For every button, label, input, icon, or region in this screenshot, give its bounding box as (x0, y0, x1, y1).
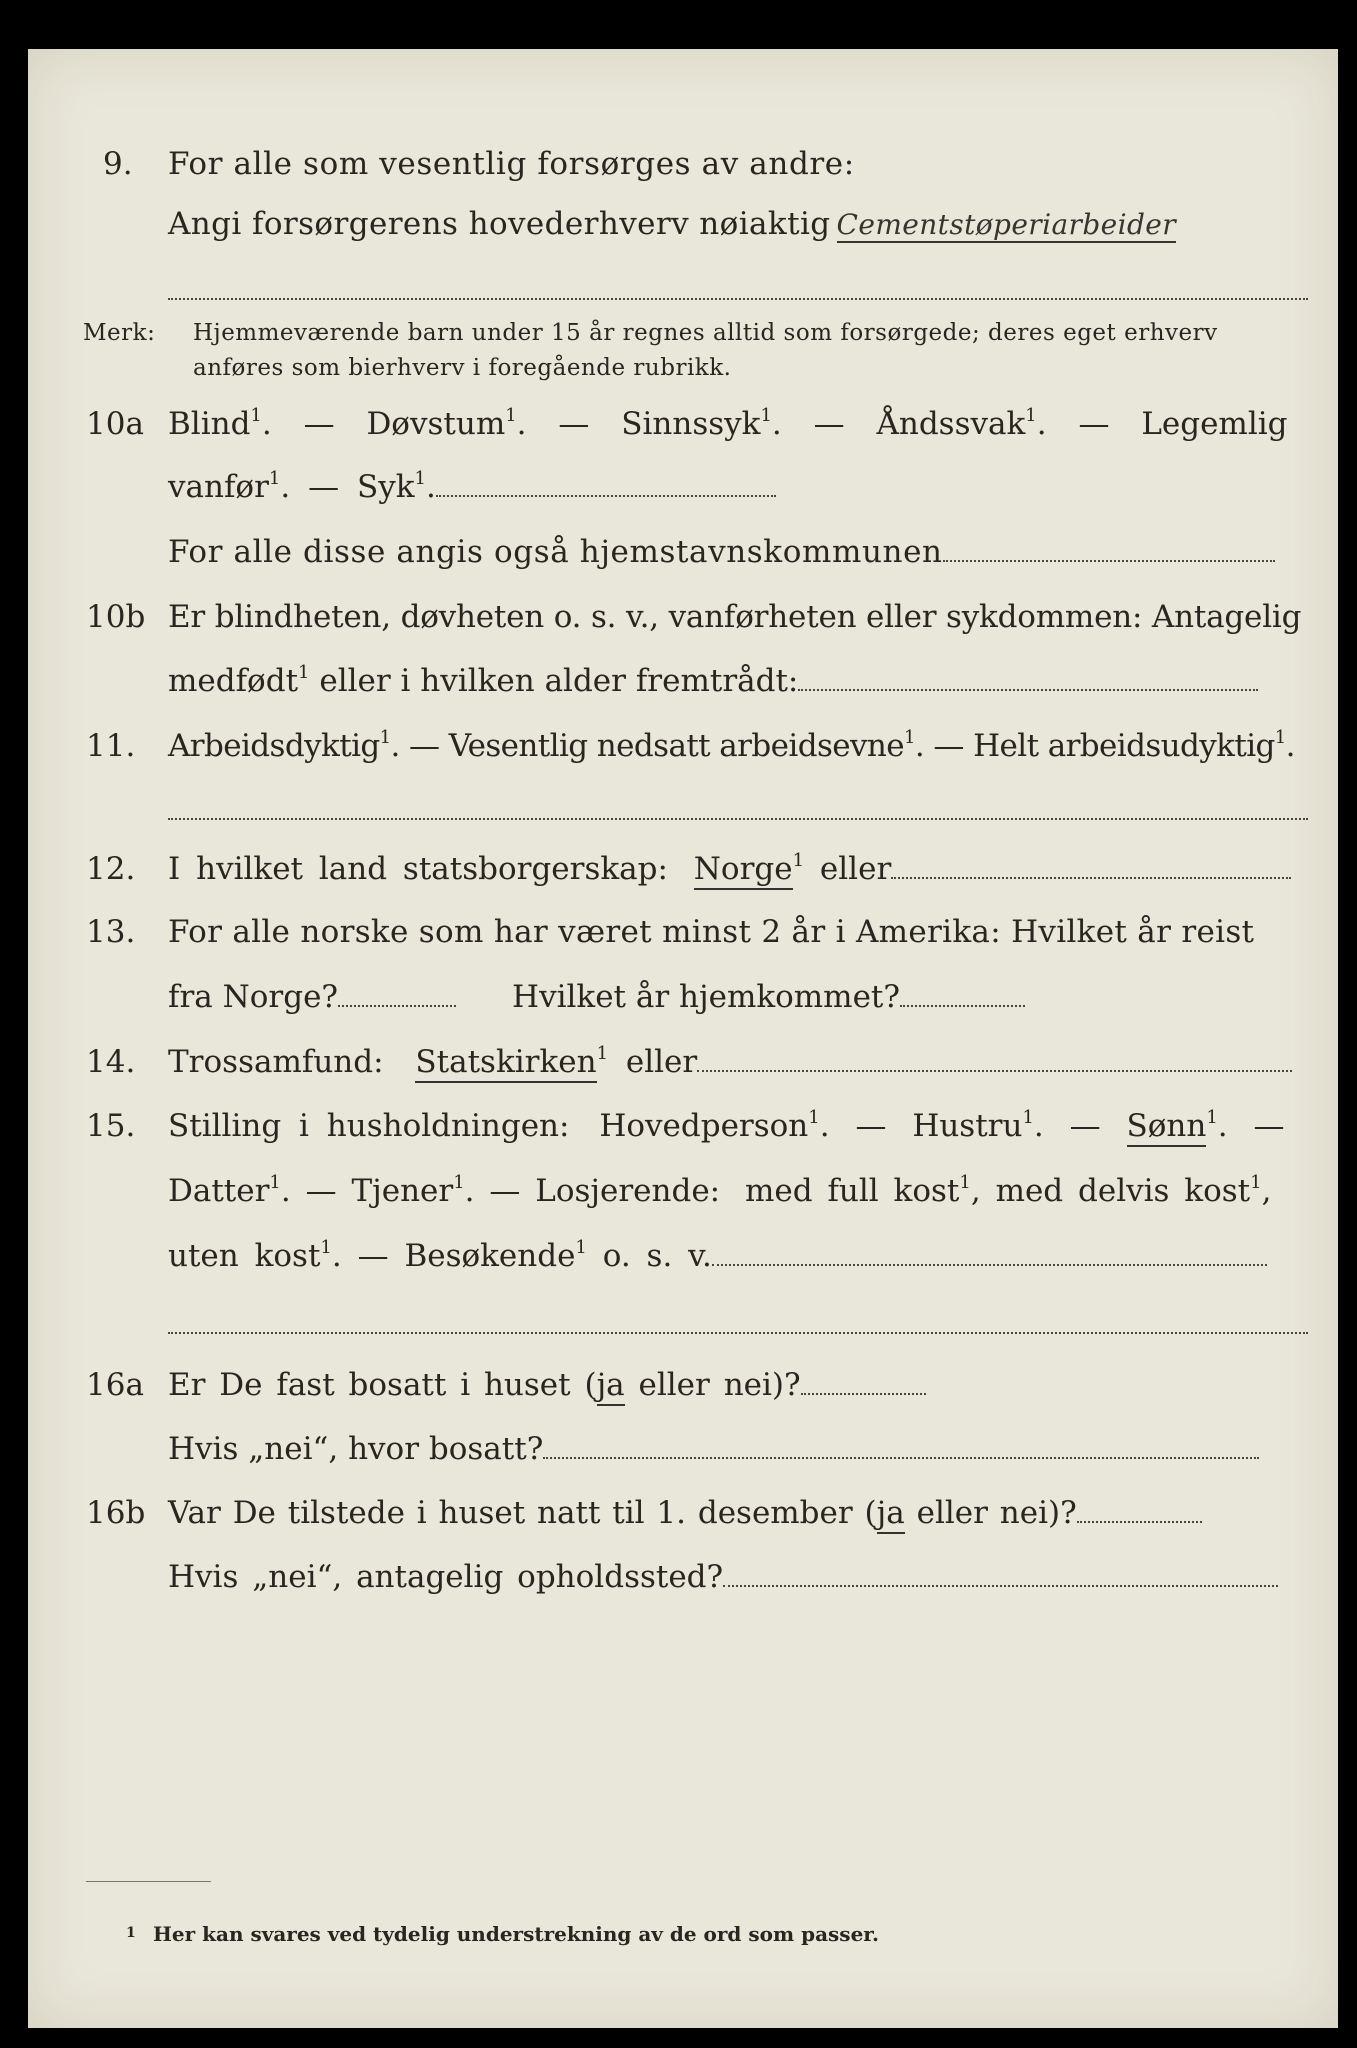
q9-handwritten-answer: Cementstøperiarbeider (836, 208, 1177, 241)
sup: 1 (792, 850, 805, 871)
dash: — (489, 1173, 521, 1209)
q13-hjemkommet: Hvilket år hjemkommet? (512, 979, 901, 1015)
sup: 1 (760, 405, 772, 426)
q15-delviskost: med delvis kost (995, 1173, 1251, 1209)
period: . (390, 728, 400, 764)
sup: 1 (1206, 1107, 1218, 1128)
q10b-medfodt: medfødt (168, 663, 299, 699)
q15-losjerende: Losjerende: (535, 1173, 721, 1209)
sup: 1 (269, 1172, 281, 1193)
q10a-legemlig: Legemlig (1141, 406, 1288, 442)
q16b-number: 16b (86, 1495, 146, 1531)
q16b-ja: ja (877, 1495, 905, 1534)
q15-line2 (168, 1171, 1271, 1211)
q13-line2 (168, 977, 1025, 1017)
sup: 1 (575, 1237, 587, 1258)
q9-answer-line (168, 298, 1308, 300)
q11-number: 11. (86, 728, 136, 764)
q12-number: 12. (86, 851, 136, 887)
q14-field (697, 1070, 1292, 1072)
q10a-line2 (168, 467, 776, 507)
q15-besokende: Besøkende (404, 1238, 576, 1274)
sup: 1 (596, 1043, 609, 1064)
q14-text: Trossamfund: (168, 1044, 384, 1080)
q12-norge: Norge (694, 851, 793, 890)
q13-hjemkommet-field (900, 1005, 1025, 1007)
footnote-rule (86, 1881, 211, 1882)
period: . (819, 1108, 830, 1144)
q12-eller: eller (819, 851, 892, 887)
q15-number: 15. (86, 1108, 136, 1144)
q16a-ja: ja (597, 1367, 625, 1406)
q16a-text-b: eller nei)? (624, 1367, 801, 1403)
q10a-line1 (168, 404, 1288, 444)
q15-tjener: Tjener (351, 1173, 454, 1209)
q13-number: 13. (86, 914, 136, 950)
q10a-line3 (168, 532, 1275, 572)
q11-udyktig: Helt arbeidsudyktig (973, 728, 1275, 764)
sup: 1 (1022, 1107, 1034, 1128)
dash: — (855, 1108, 887, 1144)
q16b-field (1077, 1521, 1202, 1523)
q10b-line2 (168, 661, 1258, 701)
q10b-field (798, 689, 1258, 691)
sup: 1 (1274, 727, 1286, 748)
merk-line2: anføres som bierhverv i foregående rubrikk. (193, 355, 732, 381)
dash: — (1069, 1108, 1101, 1144)
dash: — (357, 1238, 389, 1274)
q16a-number: 16a (86, 1367, 144, 1403)
q10a-syk-field (436, 495, 776, 497)
q11-nedsatt: Vesentlig nedsatt arbeidsevne (448, 728, 905, 764)
q10a-vanfor: vanfør (168, 469, 269, 505)
q15-hustru: Hustru (912, 1108, 1023, 1144)
q11-answer-line (168, 818, 1308, 820)
q14-statskirken: Statskirken (415, 1044, 596, 1083)
period: . (280, 469, 291, 505)
q15-answer-line (168, 1332, 1308, 1334)
period: . (1217, 1108, 1228, 1144)
q10b-line1: Er blindheten, døvheten o. s. v., vanførheten eller sykdommen: Antagelig (168, 599, 1302, 635)
q14-eller: eller (625, 1044, 698, 1080)
comma: , (970, 1173, 981, 1209)
dash: — (558, 406, 590, 442)
sup: 1 (414, 468, 426, 489)
q10a-hjemstavn-field (943, 560, 1275, 562)
q13-line1: For alle norske som har været minst 2 år i Amerika: Hvilket år reist (168, 914, 1255, 950)
period: . (771, 406, 782, 442)
q10b-number: 10b (86, 599, 146, 635)
q16b-line2 (168, 1557, 1278, 1597)
q15-datter: Datter (168, 1173, 270, 1209)
q15-stilling: Stilling i husholdningen: (168, 1108, 570, 1144)
q10b-rest: eller i hvilken alder fremtrådt: (319, 663, 799, 699)
period: . (280, 1173, 291, 1209)
q16b-line1 (168, 1493, 1202, 1533)
q15-utenkost: uten kost (168, 1238, 321, 1274)
q16a-line2 (168, 1429, 1259, 1469)
q15-field (712, 1264, 1267, 1266)
merk-line1: Hjemmeværende barn under 15 år regnes alltid som forsørgede; deres eget erhverv (193, 320, 1218, 346)
q16a-hvor-field (543, 1457, 1259, 1459)
footnote-mark: 1 (126, 1925, 136, 1941)
q15-osv: o. s. v. (602, 1238, 712, 1274)
q9-line2 (168, 204, 1176, 245)
dash: — (303, 406, 335, 442)
q10a-sinnssyk: Sinnssyk (621, 406, 761, 442)
period: . (516, 406, 527, 442)
dash: — (305, 1173, 337, 1209)
q15-line3 (168, 1236, 1267, 1276)
q13-reist: fra Norge? (168, 979, 339, 1015)
sup: 1 (505, 405, 517, 426)
q16b-text-b: eller nei)? (904, 1495, 1077, 1531)
q11-line1 (168, 726, 1295, 766)
q12-field (891, 877, 1291, 879)
sup: 1 (453, 1172, 465, 1193)
sup: 1 (904, 727, 915, 748)
dash: — (308, 469, 340, 505)
sup: 1 (808, 1107, 820, 1128)
q16b-text-a: Var De tilstede i huset natt til 1. desember ( (168, 1495, 877, 1531)
dash: — (1253, 1108, 1285, 1144)
q16a-field (801, 1393, 926, 1395)
period: . (1036, 406, 1047, 442)
period: . (261, 406, 272, 442)
q9-line1: For alle som vesentlig forsørges av andre: (168, 146, 855, 182)
comma: , (1261, 1173, 1272, 1209)
q15-sonn: Sønn (1127, 1108, 1207, 1147)
period: . (914, 728, 925, 764)
sup: 1 (959, 1172, 971, 1193)
dash: — (409, 728, 440, 764)
q14-line1 (168, 1042, 1292, 1082)
period: . (464, 1173, 475, 1209)
q16a-text-a: Er De fast bosatt i huset ( (168, 1367, 597, 1403)
q10a-andssvak: Åndssvak (876, 406, 1026, 442)
q9-line2-text: Angi forsørgerens hovederhverv nøiaktig (168, 206, 831, 242)
q10a-blind: Blind (168, 406, 251, 442)
period: . (1285, 728, 1295, 764)
q14-number: 14. (86, 1044, 136, 1080)
q16b-opholdssted: Hvis „nei“, antagelig opholdssted? (168, 1559, 724, 1595)
period: . (425, 469, 436, 505)
q15-line1 (168, 1106, 1285, 1146)
q15-hovedperson: Hovedperson (599, 1108, 809, 1144)
sup: 1 (320, 1237, 332, 1258)
sup: 1 (298, 662, 310, 683)
period: . (1033, 1108, 1044, 1144)
q12-text: I hvilket land statsborgerskap: (168, 851, 668, 887)
q15-fullkost: med full kost (745, 1173, 960, 1209)
q16a-hvor: Hvis „nei“, hvor bosatt? (168, 1431, 544, 1467)
q10a-hjemstavn: For alle disse angis også hjemstavnskommunen (168, 534, 943, 570)
q16b-opholdssted-field (723, 1585, 1278, 1587)
sup: 1 (268, 468, 281, 489)
census-form-page (28, 49, 1338, 2028)
sup: 1 (250, 405, 262, 426)
q12-line1 (168, 849, 1291, 889)
q9-number: 9. (103, 146, 133, 182)
footnote-text: Her kan svares ved tydelig understrekning av de ord som passer. (153, 1922, 879, 1946)
q13-reist-field (338, 1005, 456, 1007)
dash: — (933, 728, 964, 764)
sup: 1 (1025, 405, 1037, 426)
q16a-line1 (168, 1365, 926, 1405)
q10a-syk: Syk (356, 469, 415, 505)
dash: — (813, 406, 845, 442)
q11-arbeidsdyktig: Arbeidsdyktig (168, 728, 380, 764)
merk-label: Merk: (83, 320, 156, 346)
sup: 1 (1250, 1172, 1262, 1193)
period: . (331, 1238, 342, 1274)
dash: — (1078, 406, 1110, 442)
q10a-dovstum: Døvstum (366, 406, 506, 442)
sup: 1 (379, 727, 391, 748)
q10a-number: 10a (86, 406, 144, 442)
